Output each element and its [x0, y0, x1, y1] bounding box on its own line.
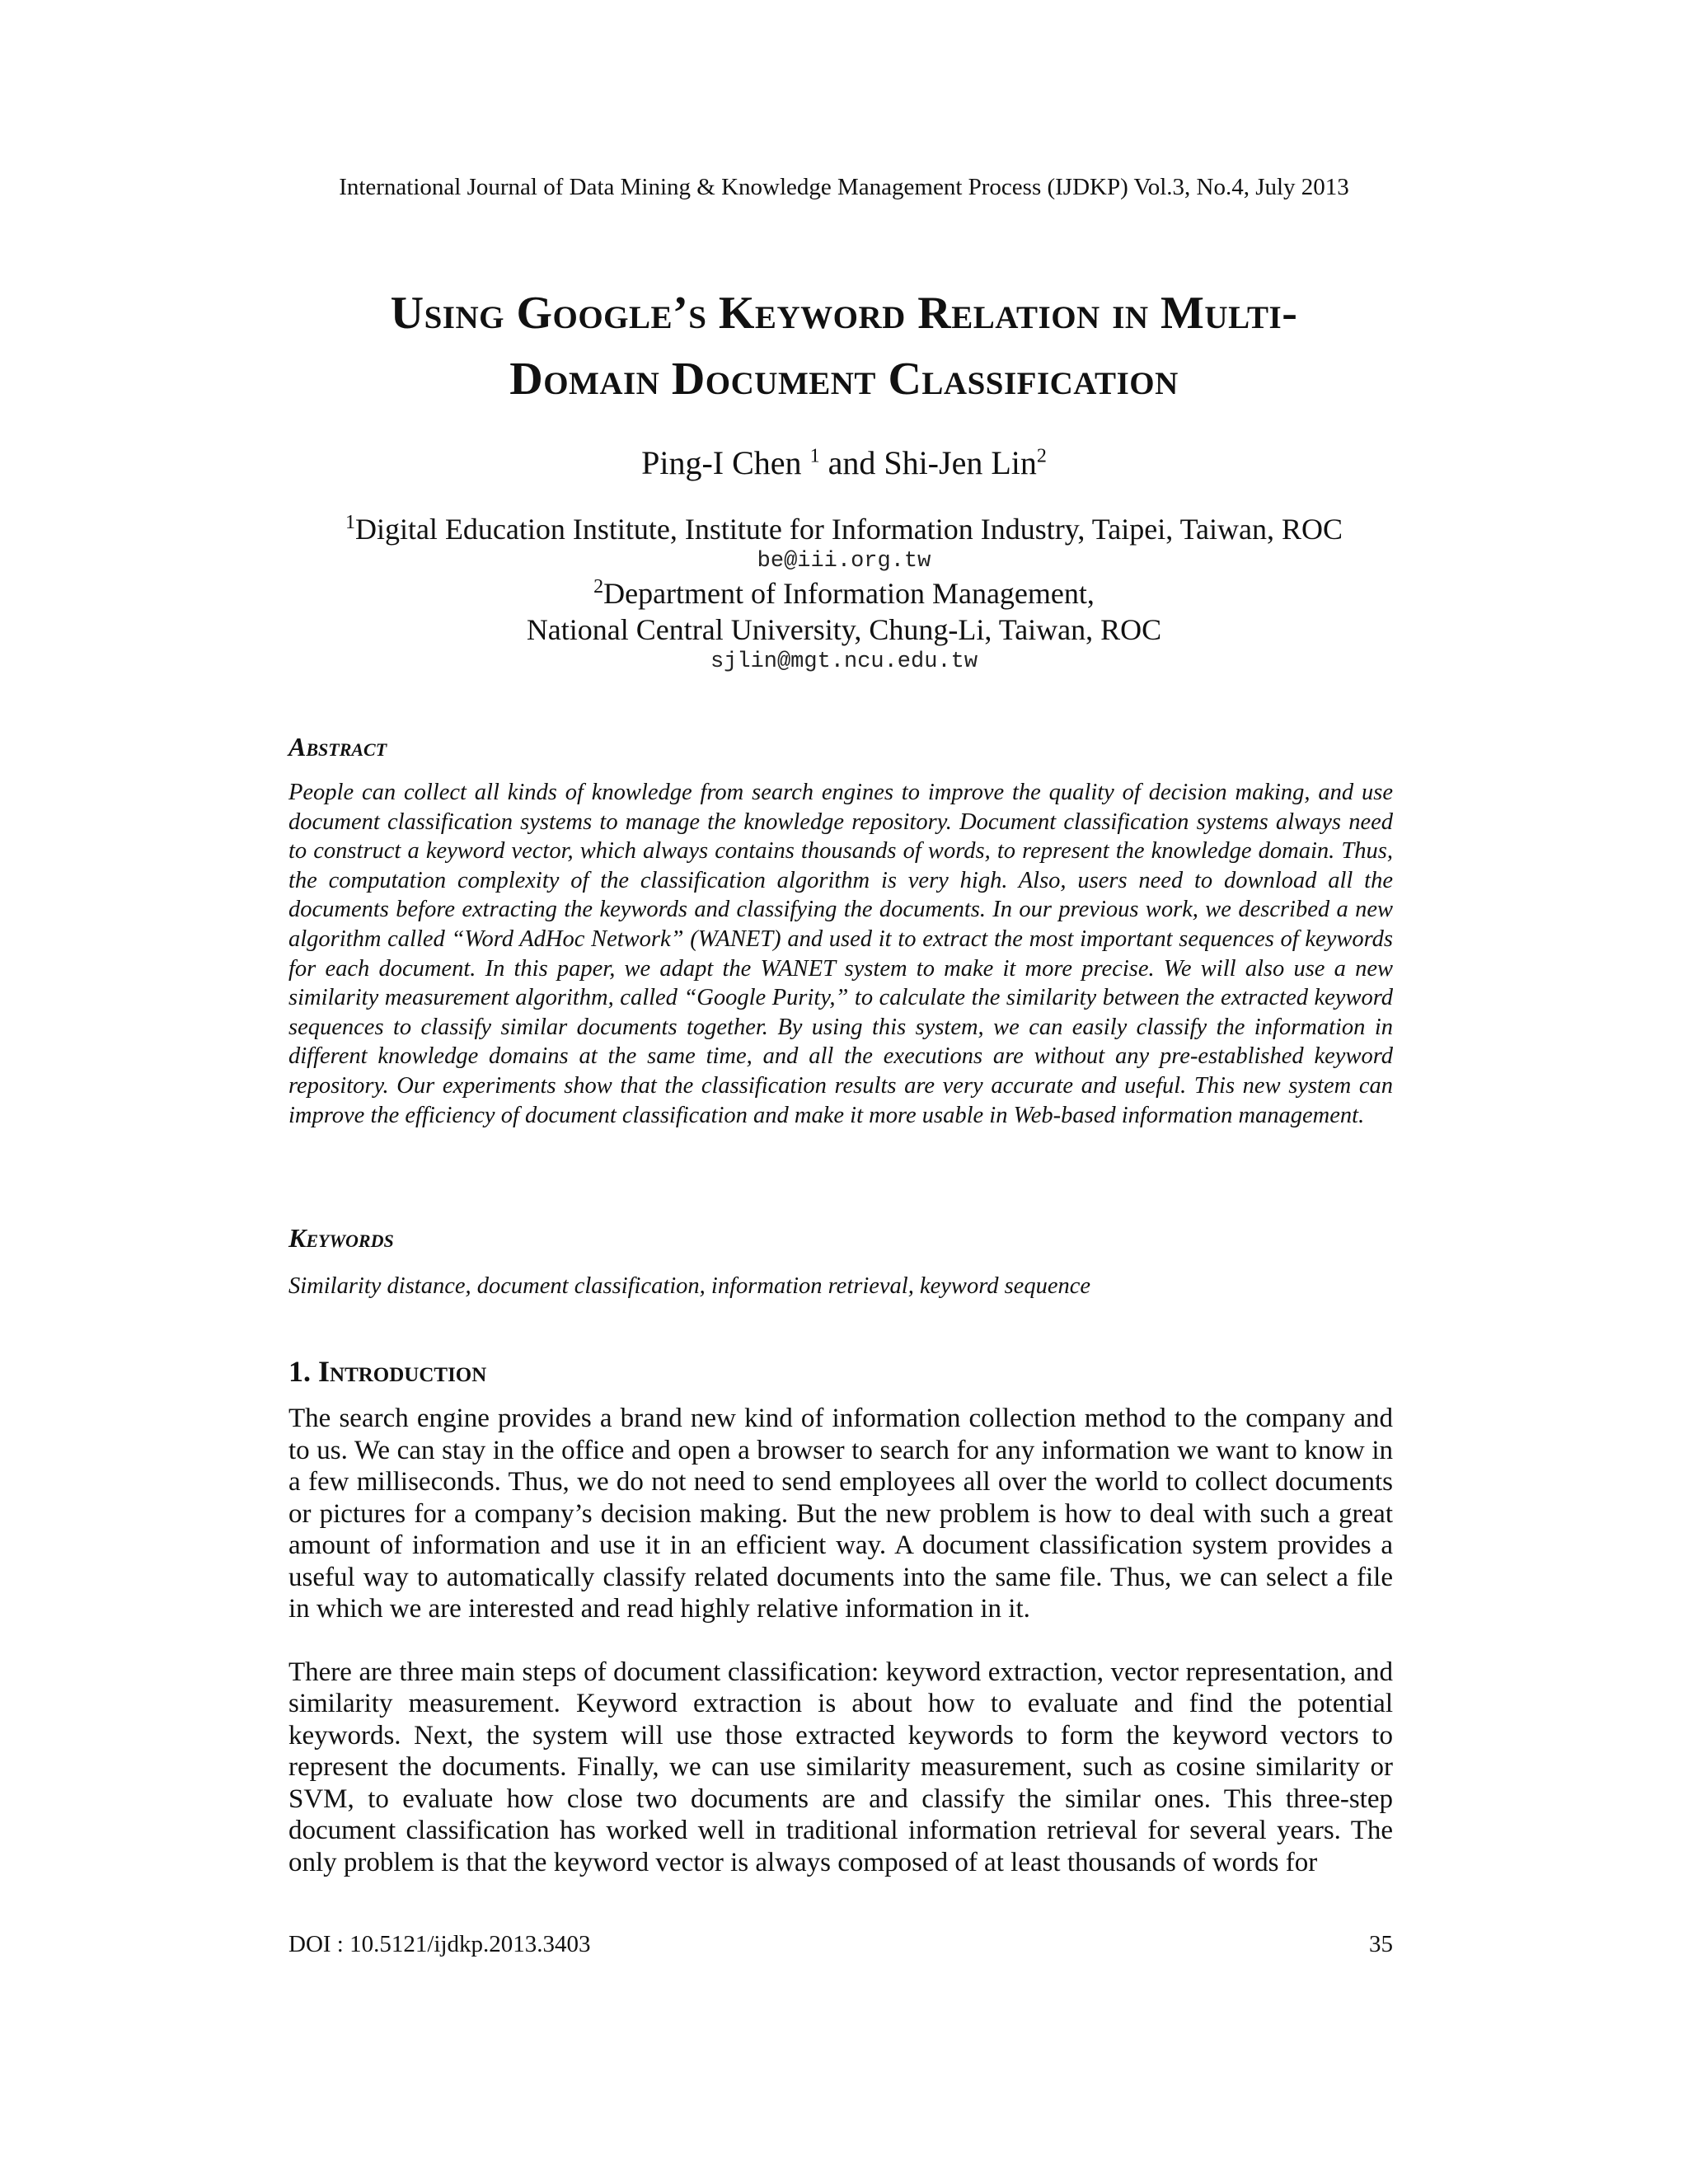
author-2-mark: 2 — [1036, 445, 1047, 467]
introduction-paragraph: The search engine provides a brand new kind of information collection method to the company and to us. We can stay in the office and open a browser to search for any information we want to know in a few milliseconds. Thus, we do not need to send employees all over the world to collect documents or pictures for a company’s decision making. But the new problem is how to deal with such a great amount of information and use it in an efficient way. A document classification system provides a useful way to automatically classify related documents into the same file. Thus, we can select a file in which we are interested and read highly relative information in it. — [288, 1404, 1393, 1624]
introduction-heading: 1. Introduction — [288, 1355, 487, 1388]
abstract-heading: Abstract — [288, 732, 387, 762]
introduction-body — [288, 1403, 1393, 1910]
paper-title — [247, 280, 1441, 412]
affiliation-1-mark: 1 — [345, 512, 355, 533]
affiliations — [0, 511, 1688, 676]
affiliation-1 — [0, 511, 1688, 547]
author-1: Ping-I Chen — [641, 444, 802, 481]
running-header: International Journal of Data Mining & Knowledge Management Process (IJDKP) Vol.3, No.4, July 2013 — [339, 174, 1349, 200]
keywords-heading: Keywords — [288, 1223, 394, 1253]
affiliation-2-mark: 2 — [593, 576, 604, 598]
email-1: be@iii.org.tw — [757, 549, 931, 574]
keywords-text: Similarity distance, document classification, information retrieval, keyword sequence — [288, 1273, 1091, 1299]
author-line — [0, 443, 1688, 483]
author-2: and Shi-Jen Lin — [828, 444, 1037, 481]
introduction-paragraph: There are three main steps of document classification: keyword extraction, vector representation, and similarity measurement. Keyword extraction is about how to evaluate and find the potential keywords. Next, the system will use those extracted keywords to form the keyword vectors to represent the documents. Finally, we can use similarity measurement, such as cosine similarity or SVM, to evaluate how close two documents are and classify the similar ones. This three-step document classification has worked well in traditional information retrieval for several years. The only problem is that the keyword vector is always composed of at least thousands of words for — [288, 1657, 1393, 1877]
footer-doi: DOI : 10.5121/ijdkp.2013.3403 — [288, 1931, 591, 1957]
email-2: sjlin@mgt.ncu.edu.tw — [710, 649, 978, 674]
affiliation-1-text: Digital Education Institute, Institute for Information Industry, Taipei, Taiwan, ROC — [354, 513, 1343, 546]
page-number: 35 — [1369, 1931, 1393, 1957]
title-line-2: Domain Document Classification — [509, 354, 1179, 405]
author-1-mark: 1 — [809, 445, 820, 467]
affiliation-2-line-1: Department of Information Management, — [603, 577, 1095, 610]
title-line-1: Using Google’s Keyword Relation in Multi- — [390, 288, 1298, 339]
abstract-text: People can collect all kinds of knowledge from search engines to improve the quality of decision making, and use document classification systems to manage the knowledge repository. Document classification systems always need to construct a keyword vector, which always contains thousands of words, to represent the knowledge domain. Thus, the computation complexity of the classification algorithm is very high. Also, users need to download all the documents before extracting the keywords and classifying the documents. In our previous work, we described a new algorithm called “Word AdHoc Network” (WANET) and used it to extract the most important sequences of keywords for each document. In this paper, we adapt the WANET system to make it more precise. We will also use a new similarity measurement algorithm, called “Google Purity,” to calculate the similarity between the extracted keyword sequences to classify similar documents together. By using this system, we can easily classify the information in different knowledge domains at the same time, and all the executions are without any pre-established keyword repository. Our experiments show that the classification results are very accurate and useful. This new system can improve the efficiency of document classification and make it more usable in Web-based information management. — [288, 780, 1393, 1128]
affiliation-2-line-2: National Central University, Chung-Li, Taiwan, ROC — [526, 613, 1162, 646]
affiliation-2 — [0, 575, 1688, 612]
